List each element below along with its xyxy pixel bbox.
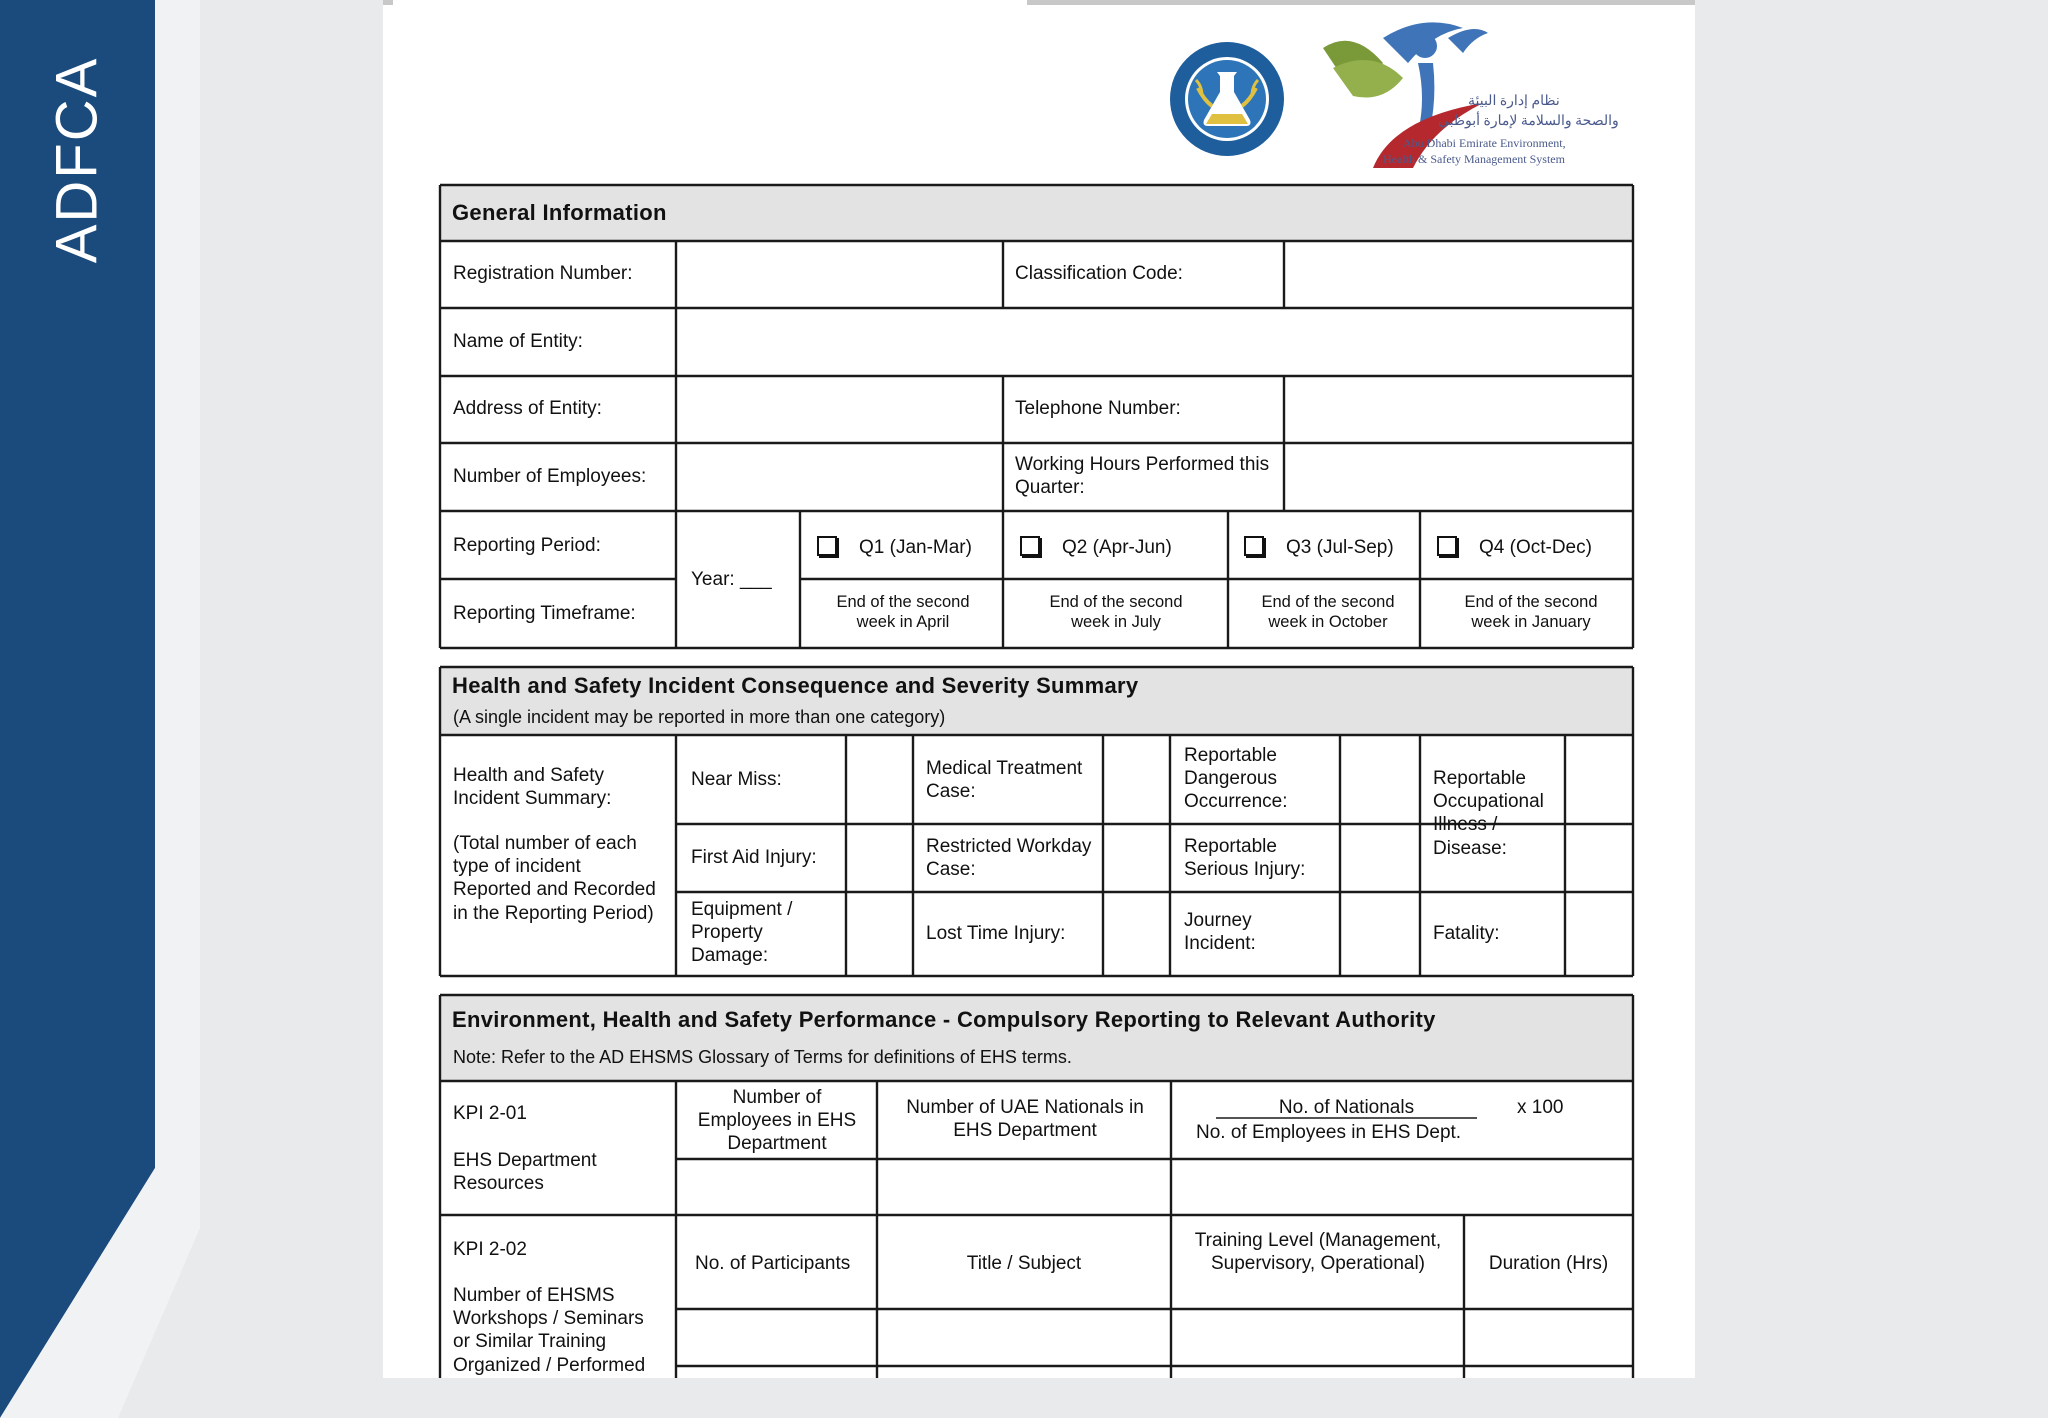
entity-address-label: Address of Entity: — [453, 398, 602, 419]
classification-code-input[interactable] — [1286, 243, 1631, 306]
incident-section-title: Health and Safety Incident Consequence and Severity Summary — [452, 673, 1139, 698]
employees-count-input[interactable] — [678, 445, 1001, 509]
q2-timeframe: End of the second week in July — [1049, 593, 1183, 632]
formula-denominator: No. of Employees in EHS Dept. — [1196, 1122, 1462, 1143]
kpi2-code: KPI 2-02 — [453, 1239, 527, 1260]
restricted-workday-label: Restricted Workday Case: — [926, 836, 1092, 881]
brand-label — [42, 56, 112, 264]
performance-section-title: Environment, Health and Safety Performance - Compulsory Reporting to Relevant Authority — [452, 1007, 1436, 1032]
q1-checkbox[interactable] — [817, 536, 837, 556]
q4-checkbox[interactable] — [1437, 536, 1457, 556]
brand-text: ADFCA — [44, 56, 110, 264]
first-aid-label: First Aid Injury: — [691, 847, 817, 868]
entity-name-label: Name of Entity: — [453, 331, 583, 352]
q1-label: Q1 (Jan-Mar) — [859, 537, 972, 558]
occupational-illness-label: Reportable Occupational Illness / Disease: — [1433, 768, 1544, 859]
dangerous-occurrence-label: Reportable Dangerous Occurrence: — [1184, 745, 1288, 813]
kpi2-name: Number of EHSMS Workshops / Seminars or Similar Training Organized / Performed — [453, 1285, 646, 1376]
q1-timeframe: End of the second week in April — [836, 593, 970, 632]
fatality-label: Fatality: — [1433, 923, 1500, 944]
incident-section-subtitle: (A single incident may be reported in more than one category) — [453, 707, 946, 727]
employees-count-label: Number of Employees: — [453, 466, 647, 487]
incident-summary-note: (Total number of each type of incident Reported and Recorded in the Reporting Period) — [453, 833, 656, 924]
lost-time-label: Lost Time Injury: — [926, 923, 1066, 944]
formula-numerator: No. of Nationals — [1278, 1097, 1415, 1118]
q4-timeframe: End of the second week in January — [1464, 593, 1598, 632]
classification-code-label: Classification Code: — [1015, 263, 1183, 284]
telephone-number-label: Telephone Number: — [1015, 398, 1181, 419]
logo-english-line1: Abu Dhabi Emirate Environment, — [1403, 136, 1566, 150]
logo-arabic-line1: نظام إدارة البيئة — [1468, 94, 1560, 109]
serious-injury-label: Reportable Serious Injury: — [1184, 836, 1306, 881]
journey-incident-label: Journey Incident: — [1184, 910, 1256, 955]
q3-label: Q3 (Jul-Sep) — [1286, 537, 1394, 558]
form-page — [383, 0, 1695, 1378]
entity-name-input[interactable] — [678, 310, 1631, 374]
working-hours-label: Working Hours Performed this Quarter: — [1015, 454, 1270, 499]
registration-number-label: Registration Number: — [453, 263, 633, 284]
q2-label: Q2 (Apr-Jun) — [1062, 537, 1172, 558]
q3-timeframe: End of the second week in October — [1261, 593, 1395, 632]
logo-arabic-line2: والصحة والسلامة لإمارة أبوظبي — [1438, 114, 1619, 129]
q2-checkbox[interactable] — [1020, 536, 1040, 556]
performance-note: Note: Refer to the AD EHSMS Glossary of Terms for definitions of EHS terms. — [453, 1047, 1072, 1067]
entity-address-input[interactable] — [678, 378, 1001, 441]
reporting-timeframe-label: Reporting Timeframe: — [453, 603, 636, 624]
kpi1-nationals-header: Number of UAE Nationals in EHS Department — [906, 1097, 1144, 1142]
registration-number-input[interactable] — [678, 243, 1001, 306]
working-hours-input[interactable] — [1286, 445, 1631, 509]
formula-multiplier: x 100 — [1517, 1097, 1564, 1118]
sidebar-band — [0, 0, 205, 1418]
kpi1-code: KPI 2-01 — [453, 1103, 527, 1124]
telephone-number-input[interactable] — [1286, 378, 1631, 441]
general-section-title: General Information — [452, 200, 667, 225]
kpi1-name: EHS Department Resources — [453, 1150, 597, 1195]
medical-treatment-label: Medical Treatment Case: — [926, 758, 1083, 803]
q3-checkbox[interactable] — [1244, 536, 1264, 556]
incident-summary-label: Health and Safety Incident Summary: — [453, 765, 612, 810]
near-miss-label: Near Miss: — [691, 769, 782, 790]
kpi1-employees-header: Number of Employees in EHS Department — [697, 1087, 857, 1155]
reporting-period-label: Reporting Period: — [453, 535, 601, 556]
equipment-damage-label: Equipment / Property Damage: — [691, 899, 793, 967]
kpi2-participants-header: No. of Participants — [695, 1253, 851, 1274]
logo-english-line2: Health & Safety Management System — [1383, 152, 1565, 166]
kpi2-duration-header: Duration (Hrs) — [1488, 1253, 1609, 1274]
q4-label: Q4 (Oct-Dec) — [1479, 537, 1592, 558]
kpi2-training-level-header: Training Level (Management, Supervisory, Operational) — [1194, 1230, 1442, 1275]
kpi2-title-header: Title / Subject — [966, 1253, 1082, 1274]
year-field[interactable]: Year: ___ — [691, 569, 772, 590]
